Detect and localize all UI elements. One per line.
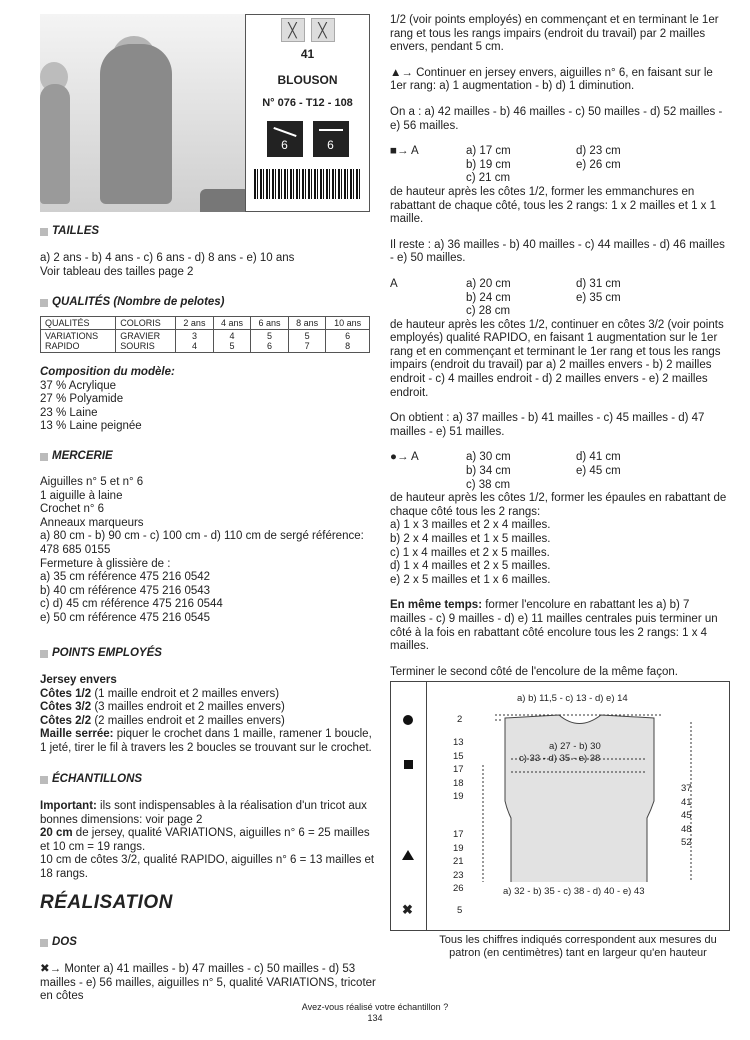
points-text: Jersey envers Côtes 1/2 (1 maille endroit et 2 mailles envers) Côtes 3/2 (3 mailles endroit et 2 mailles envers) Côtes 2/2 (2 mailles endroit et 2 mailles envers) Maille serrée: piquer le crochet dans 1 maille, ramener 1 boucle, 1 jeté, tirer le fil à travers les 2 boucles se trouvant sur le crochet.: [40, 674, 372, 754]
table-row: VARIATIONS RAPIDO GRAVIER SOURIS 3 4 4 5 5 6 5 7 6 8: [41, 330, 370, 353]
section-qualites: QUALITÉS (Nombre de pelotes): [40, 296, 225, 310]
footer-question: Avez-vous réalisé votre échantillon ?: [301, 1002, 449, 1012]
model-info-box: [245, 14, 370, 212]
shoulder-heights: ●→ A a) 30 cm d) 41 cm b) 34 cm e) 45 cm c) 38 cm: [390, 451, 621, 491]
rib-heights: A a) 20 cm d) 31 cm b) 24 cm e) 35 cm c) 28 cm: [390, 277, 621, 318]
armhole-heights: ■→ A a) 17 cm d) 23 cm b) 19 cm e) 26 cm c) 21 cm: [390, 145, 621, 185]
needle-icon: [273, 127, 296, 137]
model-reference: N° 076 - T12 - 108: [262, 97, 353, 110]
pattern-diagram: [390, 681, 730, 931]
mercerie-list: Aiguilles n° 5 et n° 6 1 aiguille à laine Crochet n° 6 Anneaux marqueurs a) 80 cm - b) 90 cm - c) 100 cm - d) 110 cm de sergé référence: 478 685 0155 Fermeture à glissière de : a) 35 cm référence 475 216 0542 b) 40 cm référence 475 216 0543 c) d) 45 cm référence 475 216 0544 e) 50 cm référence 475 216 0545: [40, 476, 364, 624]
dos-text: ✖→ Monter a) 41 mailles - b) 47 mailles - c) 50 mailles - d) 53 mailles - e) 56 mailles, aiguilles n° 5, qualité VARIATIONS, tricoter en côtes: [40, 963, 376, 1003]
top-width-label: a) b) 11,5 - c) 13 - d) e) 14: [517, 693, 628, 704]
model-photo: [40, 14, 245, 212]
needle-size-badge: 6: [267, 121, 303, 157]
neck-depth-label: 2: [457, 714, 463, 725]
model-number: 41: [300, 47, 315, 61]
rib-height-labels: 17 19 21 23 26: [453, 829, 464, 894]
total-height-labels: 37 41 45 48 52: [681, 783, 692, 848]
needle-icon: [319, 129, 343, 131]
table-header-row: QUALITÉS COLORIS 2 ans 4 ans 6 ans 8 ans 10 ans: [41, 317, 370, 330]
crossed-needles-icon: ╳: [281, 18, 305, 42]
barcode: [254, 169, 362, 199]
realisation-title: RÉALISATION: [40, 892, 173, 913]
cross-marker-icon: ✖: [402, 902, 413, 917]
page-number: 134: [367, 1013, 383, 1023]
section-dos: DOS: [40, 936, 77, 950]
section-points: POINTS EMPLOYÉS: [40, 647, 162, 661]
qualites-table: [40, 316, 370, 353]
section-tailles: TAILLES: [40, 225, 99, 239]
diagram-shape: [391, 682, 729, 882]
crossed-needles-icon: ╳: [311, 18, 335, 42]
chest-label: a) 27 - b) 30: [549, 741, 601, 752]
section-mercerie: MERCERIE: [40, 450, 113, 464]
armhole-height-labels: 13 15 17 18 19: [453, 737, 464, 802]
rib-depth-label: 5: [457, 905, 463, 916]
needle-size-badge: 6: [313, 121, 349, 157]
diagram-caption: Tous les chiffres indiqués correspondent aux mesures du patron (en centimètres) tant en largeur qu'en hauteur: [439, 934, 717, 959]
instructions-column: 1/2 (voir points employés) en commençant et en terminant le 1er rang et tous les rangs impairs (endroit du travail) par 2 mailles envers, pendant 5 cm. ▲→ Continuer en jersey envers, aiguilles n° 6, en faisant sur le 1er rang: a) 1 augmentation - b) d) 1 diminution. On a : a) 42 mailles - b) 46 mailles - c) 50 mailles - d) 52 mailles - e) 56 mailles. ■→ A a) 17 cm d) 23 cm b) 19 cm e) 26 cm c) 21 cm de hauteur après les côtes 1/2, former les emmanchures en rabattant de chaque côté, tous les 2 rangs: 1 x 2 mailles et 1 x 1 maille. Il reste : a) 36 mailles - b) 40 mailles - c) 44 mailles - d) 46 mailles - e) 50 mailles. A a) 20 cm d) 31 cm b) 24 cm e) 35 cm c) 28 cm de hauteur après les côtes 1/2, continuer en côtes 3/2 (voir points employés) qualité RAPIDO, en faisant 1 augmentation sur le 1er rang et en commençant et terminant le 1er rang et tous les rangs impairs (endroit du travail) par a) 2 mailles envers - b) 2 mailles endroit - c) 4 mailles endroit - d) 2 mailles envers - e) 2 mailles endroit. On obtient : a) 37 mailles - b) 41 mailles - c) 45 mailles - d) 47 mailles - e) 51 mailles. ●→ A a) 30 cm d) 41 cm b) 34 cm e) 45 cm c) 38 cm de hauteur après les côtes 1/2, former les épaules en rabattant de chaque côté tous les 2 rangs: a) 1 x 3 mailles et 2 x 4 mailles. b) 2 x 4 mailles et 1 x 5 mailles. c) 1 x 4 mailles et 2 x 5 mailles. d) 1 x 4 mailles et 2 x 5 mailles. e) 2 x 5 mailles et 1 x 6 mailles. En même temps: former l'encolure en rabattant les a) b) 7 mailles - c) 9 mailles - d) e) 11 mailles centrales puis terminer un côté à la fois en rabattant côté encolure tous les 2 rangs: 1 x 4 mailles. Terminer le second côté de l'encolure de la même façon.: [390, 14, 727, 678]
tailles-text: a) 2 ans - b) 4 ans - c) 6 ans - d) 8 ans - e) 10 ans Voir tableau des tailles page 2: [40, 252, 295, 278]
section-echantillons: ÉCHANTILLONS: [40, 773, 142, 787]
bottom-width-label: a) 32 - b) 35 - c) 38 - d) 40 - e) 43: [503, 886, 645, 897]
composition: Composition du modèle: 37 % Acrylique 27 % Polyamide 23 % Laine 13 % Laine peignée: [40, 366, 175, 433]
echantillons-text: Important: ils sont indispensables à la réalisation d'un tricot aux bonnes dimensions: voir page 2 20 cm de jersey, qualité VARIATIONS, aiguilles n° 6 = 25 mailles et 10 cm = 19 rangs. 10 cm de côtes 3/2, qualité RAPIDO, aiguilles n° 6 = 13 mailles et 18 rangs.: [40, 800, 375, 880]
chest-label-2: c) 33 - d) 35 - e) 38: [519, 753, 601, 764]
model-name: BLOUSON: [277, 72, 338, 87]
